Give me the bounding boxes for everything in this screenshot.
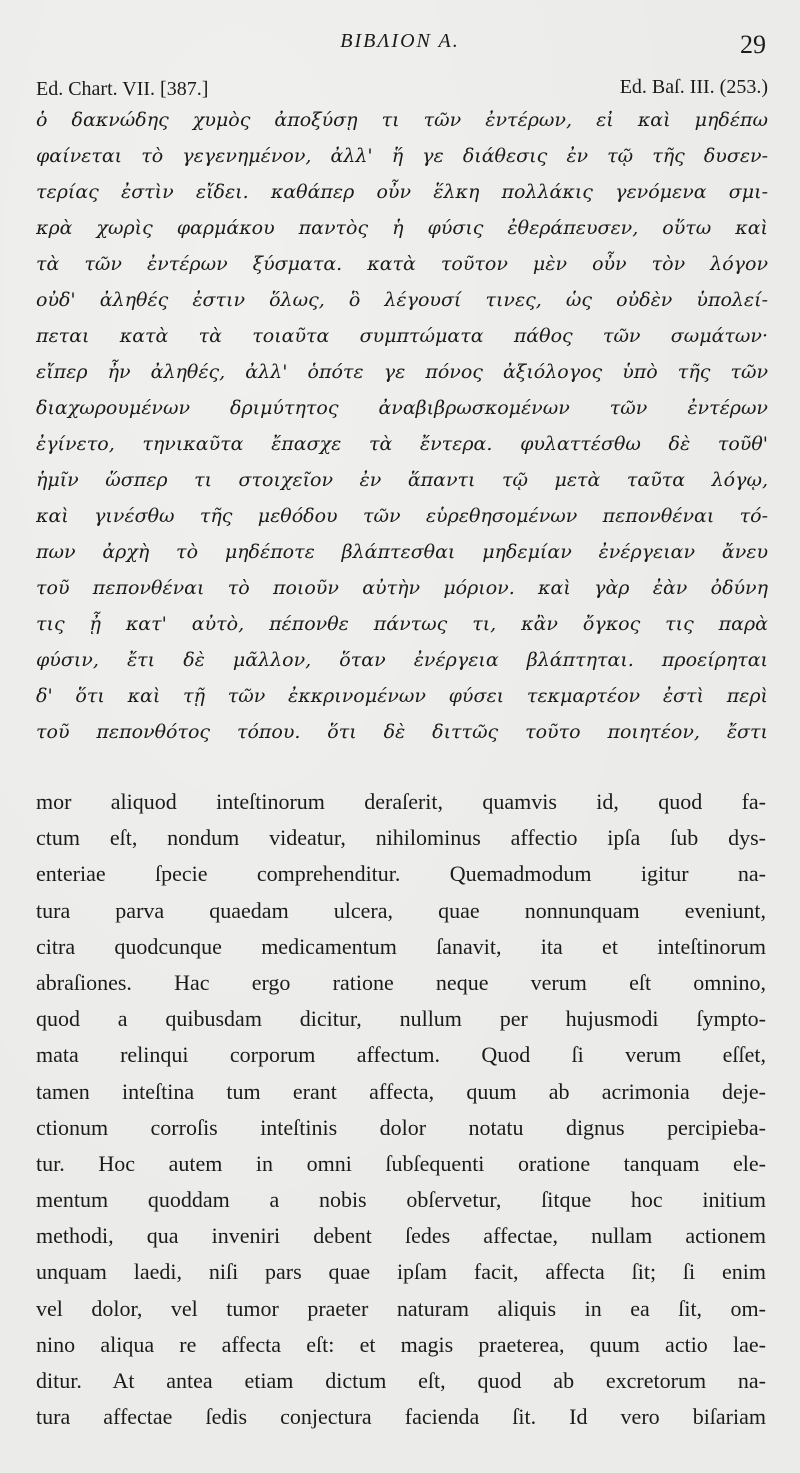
greek-text-line: δ' ὅτι καὶ τῇ τῶν ἐκκρινομένων φύσει τεκμαρτέον ἐστὶ περὶ (36, 685, 768, 707)
greek-text-line: πων ἀρχὴ τὸ μηδέποτε βλάπτεσθαι μηδεμίαν ἐνέργειαν ἄνευ (36, 541, 768, 563)
latin-text-line: ditur. At antea etiam dictum eſt, quod ab excretorum na- (36, 1368, 766, 1393)
latin-text-line: mentum quoddam a nobis obſervetur, ſitque hoc initium (36, 1187, 766, 1213)
latin-text-line: citra quodcunque medicamentum ſanavit, ita et inteſtinorum (36, 933, 766, 959)
latin-text-line: tamen inteſtina tum erant affecta, quum ab acrimonia deje- (36, 1078, 766, 1104)
latin-text-block (36, 784, 766, 1435)
running-title: BIBΛΙΟΝ Α. (340, 30, 460, 52)
greek-text-line: πεται κατὰ τὰ τοιαῦτα συμπτώματα πάθος τῶν σωμάτων· (36, 325, 768, 347)
latin-text-line: tur. Hoc autem in omni ſubſequenti oratione tanquam ele- (36, 1150, 766, 1176)
greek-text-line: φύσιν, ἔτι δὲ μᾶλλον, ὅταν ἐνέργεια βλάπτηται. προείρηται (36, 649, 768, 671)
latin-text-line: mata relinqui corporum affectum. Quod ſi verum eſſet, (36, 1042, 766, 1068)
greek-text-line: φαίνεται τὸ γεγενημένον, ἀλλ' ἥ γε διάθεσις ἐν τῷ τῆς δυσεν- (36, 145, 768, 167)
page-number: 29 (740, 30, 766, 59)
greek-text-line: τοῦ πεπονθότος τόπου. ὅτι δὲ διττῶς τοῦτο ποιητέον, ἔστι (36, 721, 768, 743)
latin-text-line: tura parva quaedam ulcera, quae nonnunquam eveniunt, (36, 897, 766, 923)
greek-text-line: εἴπερ ἦν ἀληθές, ἀλλ' ὁπότε γε πόνος ἀξιόλογος ὑπὸ τῆς τῶν (36, 361, 768, 383)
greek-text-line: τις ᾖ κατ' αὐτὸ, πέπονθε πάντως τι, κἂν ὄγκος τις παρὰ (36, 613, 768, 635)
latin-text-line: unquam laedi, niſi pars quae ipſam facit, affecta ſit; ſi enim (36, 1259, 766, 1285)
greek-text-line: ἡμῖν ὥσπερ τι στοιχεῖον ἐν ἅπαντι τῷ μετὰ ταῦτα λόγῳ, (36, 469, 768, 491)
greek-text-line: διαχωρουμένων δριμύτητος ἀναβιβρωσκομένων τῶν ἐντέρων (36, 397, 768, 419)
greek-text-line: ἐγίνετο, τηνικαῦτα ἔπασχε τὰ ἔντερα. φυλαττέσθω δὲ τοῦθ' (36, 433, 768, 455)
latin-text-line: quod a quibusdam dicitur, nullum per hujusmodi ſympto- (36, 1006, 766, 1032)
latin-text-line: tura affectae ſedis conjectura facienda ſit. Id vero biſariam (36, 1404, 766, 1430)
greek-text-line: κρὰ χωρὶς φαρμάκου παντὸς ἡ φύσις ἐθεράπευσεν, οὕτω καὶ (36, 217, 768, 239)
edition-reference-basel: Ed. Baſ. III. (253.) (619, 76, 768, 98)
latin-text-line: nino aliqua re affecta eſt: et magis praeterea, quum actio lae- (36, 1331, 766, 1357)
latin-text-line: mor aliquod inteſtinorum deraſerit, quamvis id, quod fa- (36, 789, 766, 814)
latin-text-line: ctionum corroſis inteſtinis dolor notatu dignus percipieba- (36, 1114, 766, 1140)
greek-text-line: οὐδ' ἀληθές ἐστιν ὅλως, ὃ λέγουσί τινες, ὡς οὐδὲν ὑπολεί- (36, 289, 768, 311)
greek-text-line: τερίας ἐστὶν εἴδει. καθάπερ οὖν ἕλκη πολλάκις γενόμενα σμι- (36, 181, 768, 203)
latin-text-line: enteriae ſpecie comprehenditur. Quemadmodum igitur na- (36, 861, 766, 887)
latin-text-line: abraſiones. Hac ergo ratione neque verum eſt omnino, (36, 969, 766, 995)
latin-text-line: ctum eſt, nondum videatur, nihilominus affectio ipſa ſub dys- (36, 825, 766, 851)
latin-text-line: vel dolor, vel tumor praeter naturam aliquis in ea ſit, om- (36, 1295, 766, 1321)
greek-text-line: τὰ τῶν ἐντέρων ξύσματα. κατὰ τοῦτον μὲν οὖν τὸν λόγον (36, 253, 768, 275)
greek-text-line: ὁ δακνώδης χυμὸς ἀποξύσῃ τι τῶν ἐντέρων, εἰ καὶ μηδέπω (36, 109, 768, 131)
greek-text-line: καὶ γινέσθω τῆς μεθόδου τῶν εὑρεθησομένων πεπονθέναι τό- (36, 505, 768, 527)
greek-text-block (36, 102, 768, 750)
greek-text-line: τοῦ πεπονθέναι τὸ ποιοῦν αὐτὴν μόριον. καὶ γὰρ ἐὰν ὀδύνη (36, 577, 768, 599)
latin-text-line: methodi, qua inveniri debent ſedes affectae, nullam actionem (36, 1223, 766, 1249)
edition-reference-chartier: Ed. Chart. VII. [387.] (36, 78, 209, 100)
